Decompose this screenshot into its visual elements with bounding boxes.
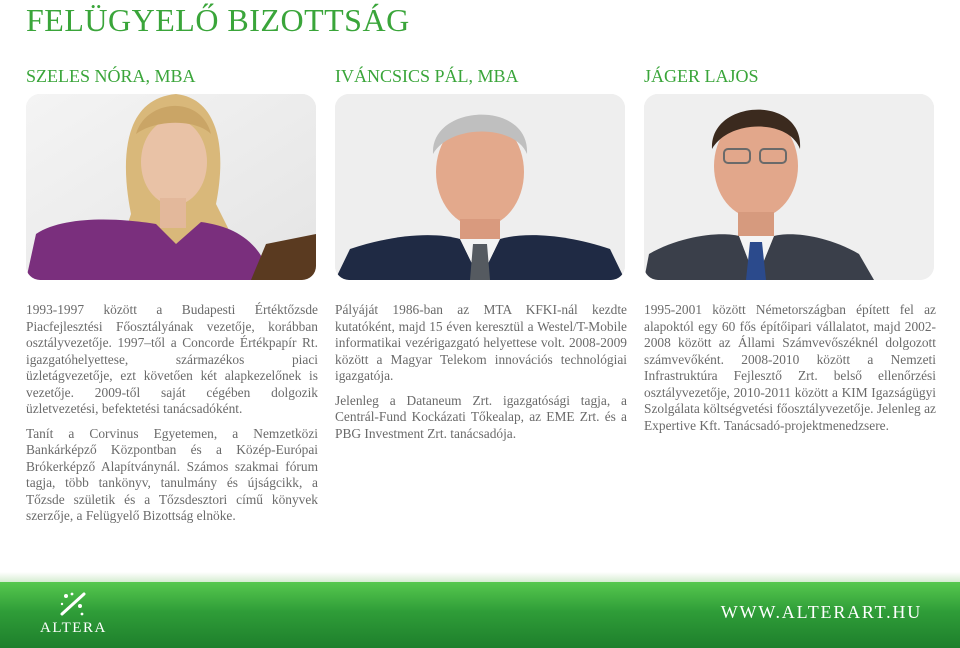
logo-text: ALTERA <box>40 620 107 636</box>
member-bio <box>26 302 318 525</box>
member-photo <box>644 94 934 280</box>
member-name: JÁGER LAJOS <box>644 66 759 86</box>
altera-star-logo-icon <box>58 590 88 618</box>
member-bio <box>335 302 627 442</box>
bio-paragraph: Jelenleg a Dataneum Zrt. igazgatósági tagja, a Centrál-Fund Kockázati Tőkealap, az EME Zrt. és a PBG Investment Zrt. tanácsadója. <box>335 392 627 441</box>
member-photo <box>26 94 316 280</box>
footer <box>0 582 960 648</box>
member-card-1 <box>26 64 318 533</box>
member-photo <box>335 94 625 280</box>
member-name: SZELES NÓRA, MBA <box>26 66 196 86</box>
member-card-3 <box>644 64 936 442</box>
website-link[interactable]: WWW.ALTERART.HU <box>720 602 922 622</box>
bio-paragraph: Tanít a Corvinus Egyetemen, a Nemzetközi Bankárképző Központban és a Közép-Európai Brókerképző Alapítványnál. Számos szakmai fórum tagja, több tankönyv, tanulmány és újságcikk, a Tőzsde születik és a Tőzsdesztori című könyvek szerzője, a Felügyelő Bizottság elnöke. <box>26 425 318 523</box>
altera-logo[interactable] <box>40 590 110 640</box>
member-card-2 <box>335 64 627 450</box>
bio-paragraph: 1993-1997 között a Budapesti Értéktőzsde Piacfejlesztési Főosztályának vezetője, korábban osztályvezetője. 1997–től a Concorde Értékpapír Rt. igazgatóhelyettese, származékos piaci üzletágvezetője, ezt követően két alapkezelőnek is vezetője. 2009-től saját cégében dolgozik üzletvezetési, befektetési tanácsadóként. <box>26 302 318 416</box>
bio-paragraph: Pályáját 1986-ban az MTA KFKI-nál kezdte kutatóként, majd 15 éven keresztül a Westel/T-Mobile informatikai vezérigazgató helyettese volt. 2008-2009 között a Magyar Telekom innovációs technológiai igazgatója. <box>335 302 627 383</box>
member-name: IVÁNCSICS PÁL, MBA <box>335 66 519 86</box>
member-bio <box>644 302 936 434</box>
bio-paragraph: 1995-2001 között Németországban épített fel az alapoktól egy 60 fős építőipari vállalatot, majd 2002-2008 között az Állami Számvevőszéknél dolgozott számvevőként. 2008-2010 között a Nemzeti Infrastruktúra Fejlesztő Zrt. belső ellenőrzési osztályvezetője, 2010-2011 között a KIM Igazságügyi Szolgálata költségvetési főosztályvezetője. Jelenleg az Expertive Kft. Tanácsadó-projektmenedzsere. <box>644 302 936 433</box>
page-title: FELÜGYELŐ BIZOTTSÁG <box>26 2 410 38</box>
